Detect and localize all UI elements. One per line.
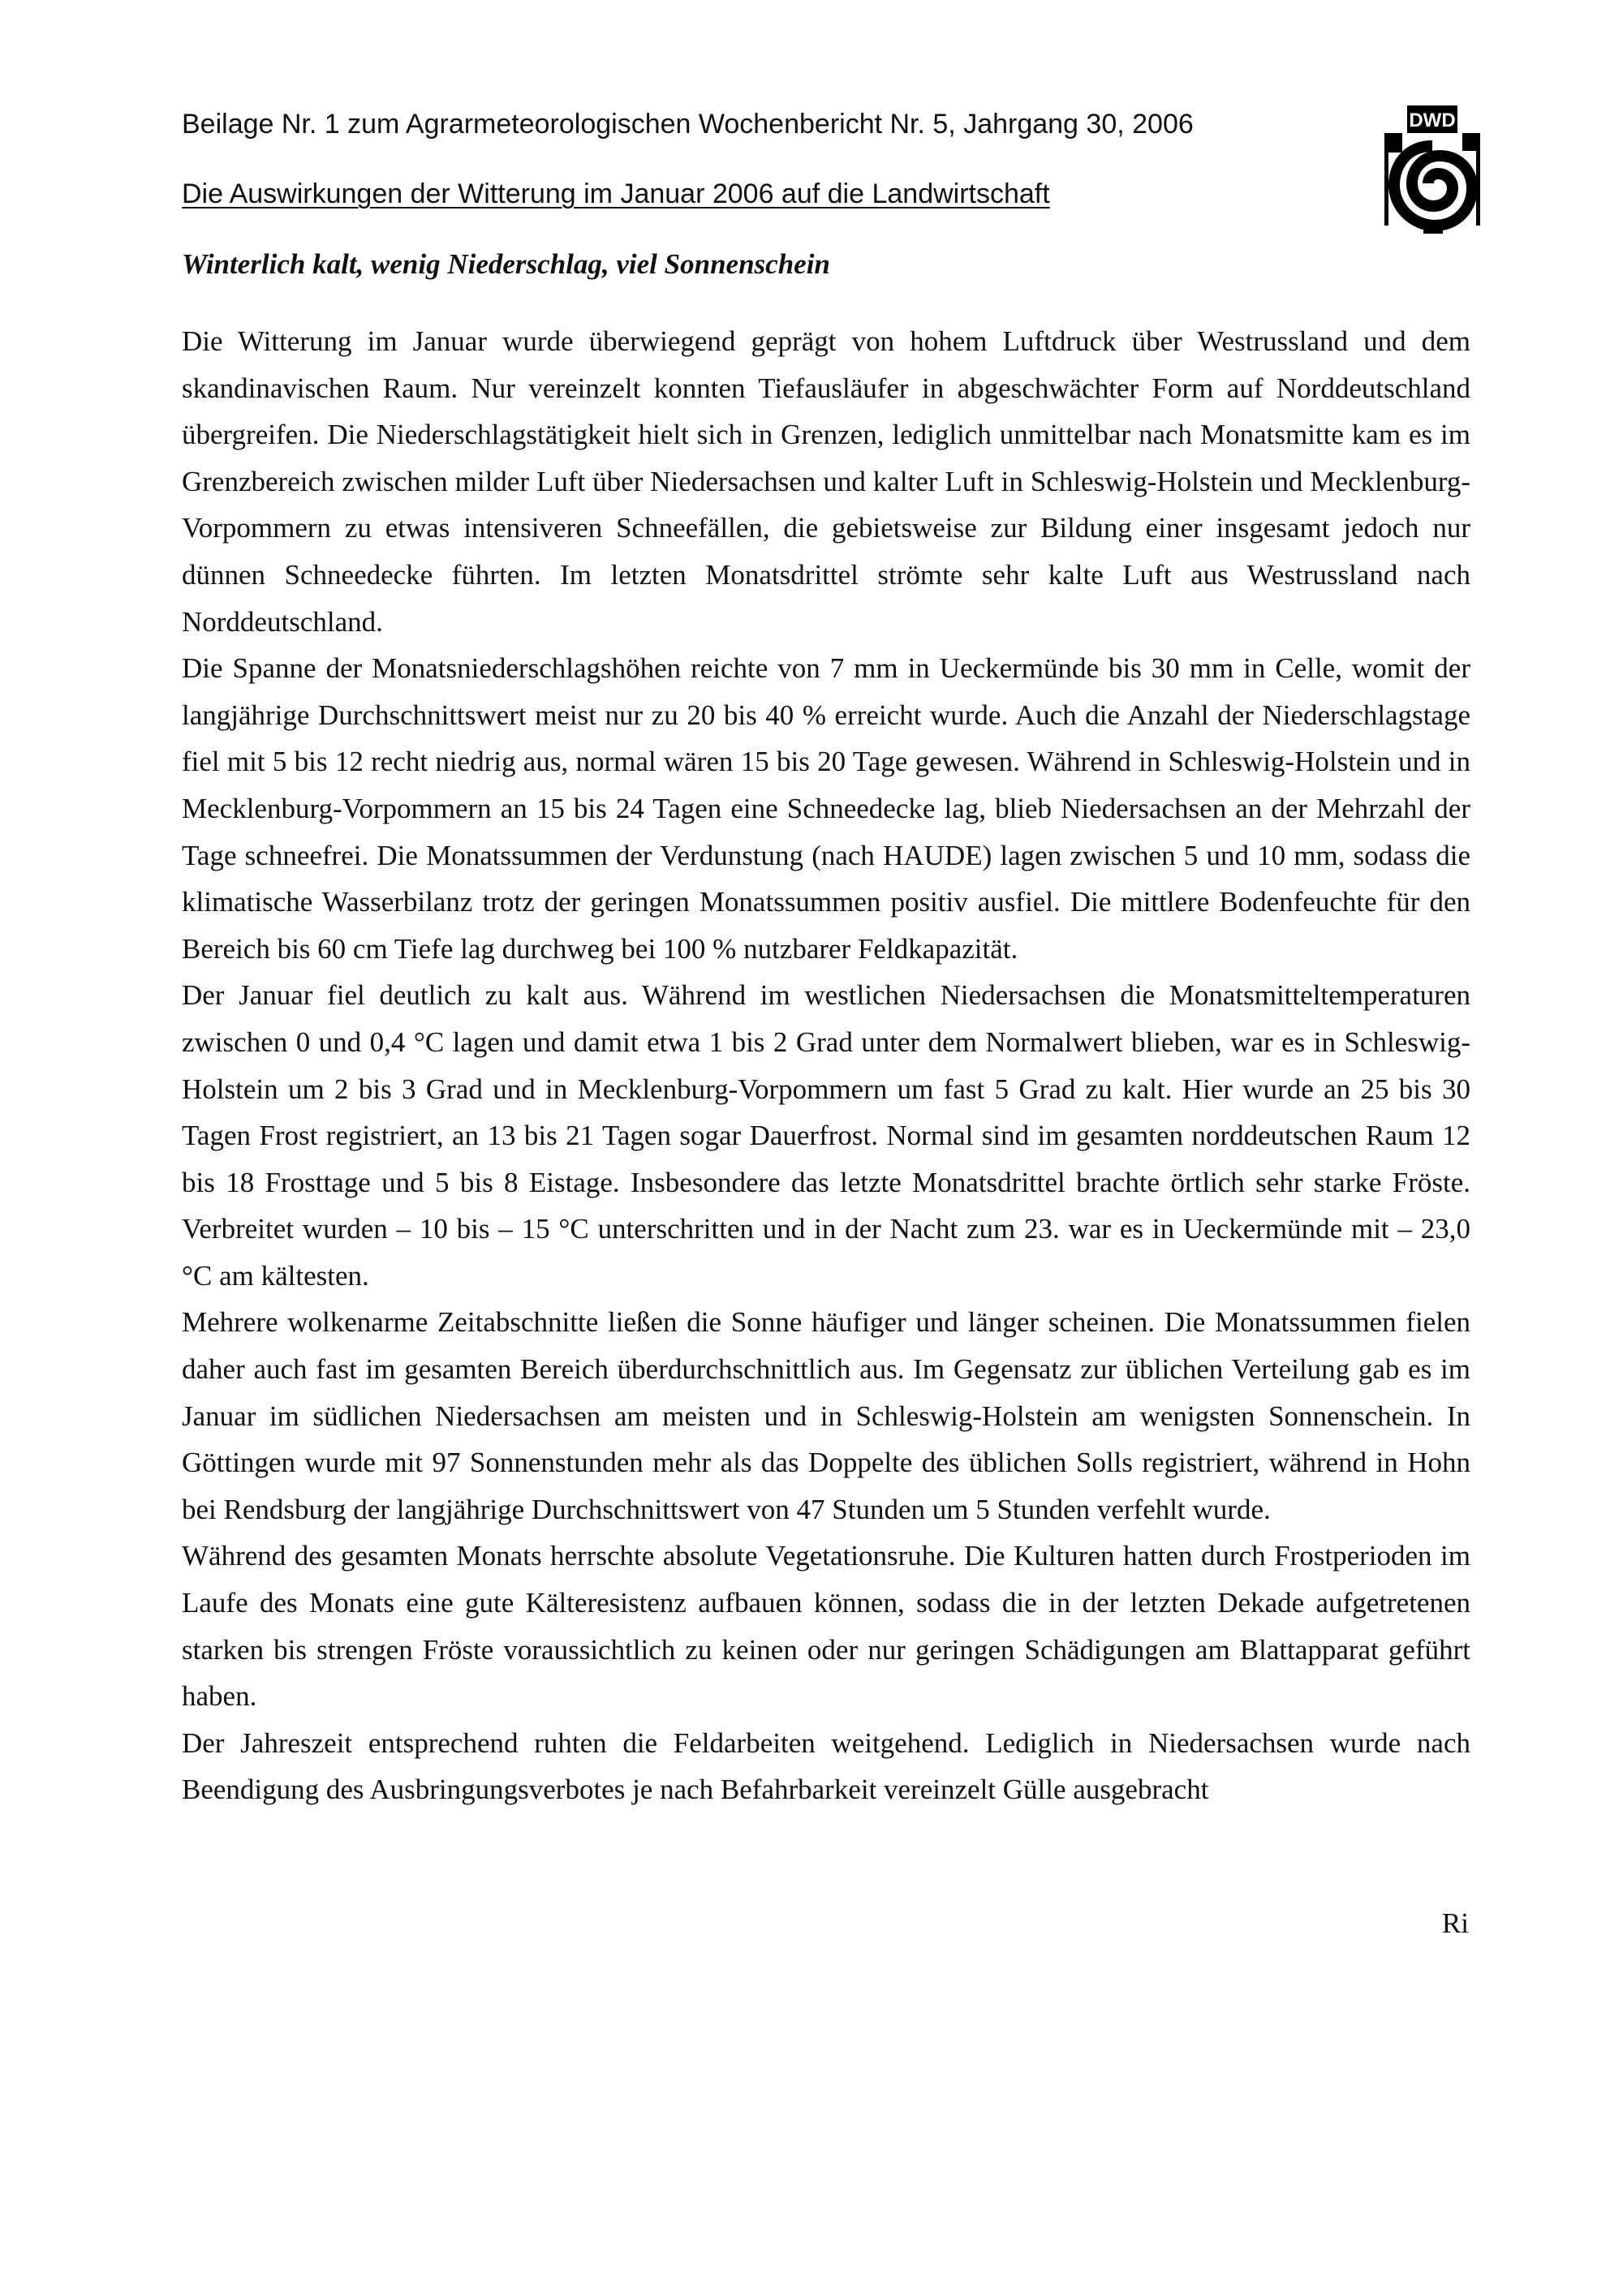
article-subtitle: Winterlich kalt, wenig Niederschlag, viel Sonnenschein [182, 248, 830, 280]
header-supplement-line: Beilage Nr. 1 zum Agrarmeteorologischen Wochenbericht Nr. 5, Jahrgang 30, 2006 [182, 109, 1194, 140]
article-body [182, 318, 1470, 1813]
author-initials: Ri [1441, 1907, 1469, 1939]
paragraph-vegetation: Während des gesamten Monats herrschte absolute Vegetationsruhe. Die Kulturen hatten durch Frostperioden im Laufe des Monats eine gute Kälteresistenz aufbauen können, sodass die in der letzten Dekade aufgetretenen starken bis strengen Fröste voraussichtlich zu keinen oder nur geringen Schädigungen am Blattapparat geführt haben. [182, 1540, 1470, 1713]
paragraph-field-work: Der Jahreszeit entsprechend ruhten die Feldarbeiten weitgehend. Lediglich in Niedersachsen wurde nach Beendigung des Ausbringungsverbotes je nach Befahrbarkeit vereinzelt Gülle ausgebracht [182, 1726, 1470, 1806]
dwd-spiral-logo-icon [1384, 104, 1480, 234]
paragraph-temperature: Der Januar fiel deutlich zu kalt aus. Während im westlichen Niedersachsen die Monatsmitteltemperaturen zwischen 0 und 0,4 °C lagen und damit etwa 1 bis 2 Grad unter dem Normalwert blieben, war es in Schleswig-Holstein um 2 bis 3 Grad und in Mecklenburg-Vorpommern um fast 5 Grad zu kalt. Hier wurde an 25 bis 30 Tagen Frost registriert, an 13 bis 21 Tagen sogar Dauerfrost. Normal sind im gesamten norddeutschen Raum 12 bis 18 Frosttage und 5 bis 8 Eistage. Insbesondere das letzte Monatsdrittel brachte örtlich sehr starke Fröste. Verbreitet wurden – 10 bis – 15 °C unterschritten und in der Nacht zum 23. war es in Ueckermünde mit – 23,0 °C am kältesten. [182, 979, 1470, 1292]
paragraph-weather-overview: Die Witterung im Januar wurde überwiegend geprägt von hohem Luftdruck über Westrussland und dem skandinavischen Raum. Nur vereinzelt konnten Tiefausläufer in abgeschwächter Form auf Norddeutschland übergreifen. Die Niederschlagstätigkeit hielt sich in Grenzen, lediglich unmittelbar nach Monatsmitte kam es im Grenzbereich zwischen milder Luft über Niedersachsen und kalter Luft in Schleswig-Holstein und Mecklenburg-Vorpommern zu etwas intensiveren Schneefällen, die gebietsweise zur Bildung einer insgesamt jedoch nur dünnen Schneedecke führten. Im letzten Monatsdrittel strömte sehr kalte Luft aus Westrussland nach Norddeutschland. [182, 325, 1470, 638]
paragraph-precipitation: Die Spanne der Monatsniederschlagshöhen reichte von 7 mm in Ueckermünde bis 30 mm in Celle, womit der langjährige Durchschnittswert meist nur zu 20 bis 40 % erreicht wurde. Auch die Anzahl der Niederschlagstage fiel mit 5 bis 12 recht niedrig aus, normal wären 15 bis 20 Tage gewesen. Während in Schleswig-Holstein und in Mecklenburg-Vorpommern an 15 bis 24 Tagen eine Schneedecke lag, blieb Niedersachsen an der Mehrzahl der Tage schneefrei. Die Monatssummen der Verdunstung (nach HAUDE) lagen zwischen 5 und 10 mm, sodass die klimatische Wasserbilanz trotz der geringen Monatssummen positiv ausfiel. Die mittlere Bodenfeuchte für den Bereich bis 60 cm Tiefe lag durchweg bei 100 % nutzbarer Feldkapazität. [182, 652, 1470, 965]
dwd-logo [1384, 104, 1480, 234]
logo-lettering: DWD [1409, 110, 1456, 131]
header-report-title: Die Auswirkungen der Witterung im Januar 2006 auf die Landwirtschaft [182, 178, 1050, 209]
paragraph-sunshine: Mehrere wolkenarme Zeitabschnitte ließen die Sonne häufiger und länger scheinen. Die Monatssummen fielen daher auch fast im gesamten Bereich überdurchschnittlich aus. Im Gegensatz zur üblichen Verteilung gab es im Januar im südlichen Niedersachsen am meisten und in Schleswig-Holstein am wenigsten Sonnenschein. In Göttingen wurde mit 97 Sonnenstunden mehr als das Doppelte des üblichen Solls registriert, während in Hohn bei Rendsburg der langjährige Durchschnittswert von 47 Stunden um 5 Stunden verfehlt wurde. [182, 1306, 1470, 1525]
